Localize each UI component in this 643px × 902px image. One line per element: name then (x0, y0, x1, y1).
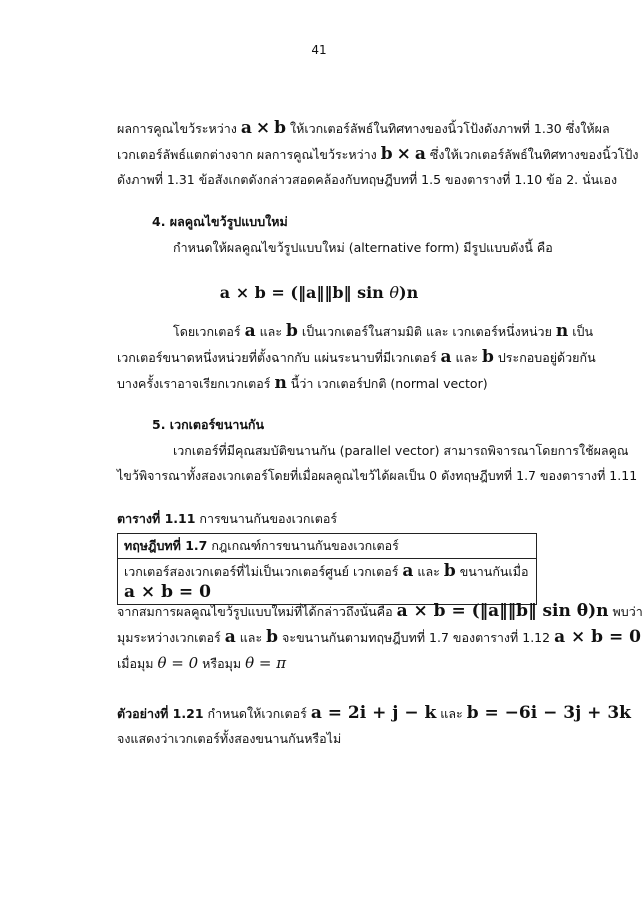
theorem-title: กฎเกณฑ์การขนานกันของเวกเตอร์ (207, 538, 399, 553)
vector-b: b (481, 347, 494, 367)
section5-line2: ไขว้พิจารณาทั้งสองเวกเตอร์โดยที่เมื่อผลคูณไขว้ได้ผลเป็น 0 ดังทฤษฎีบทที่ 1.7 ของตารางที่ 1.11 (117, 468, 638, 483)
text: กำหนดให้เวกเตอร์ (207, 706, 307, 721)
table-caption (117, 509, 337, 529)
vector-a: a (224, 627, 236, 647)
text: เป็น (572, 324, 594, 339)
section4-para-line1 (173, 321, 593, 342)
table-row (118, 534, 537, 559)
text: นี้ว่า เวกเตอร์ปกติ (normal vector) (290, 376, 488, 391)
text: โดยเวกเตอร์ (173, 324, 241, 339)
cross-symbol: × (396, 144, 411, 164)
text: เวกเตอร์ลัพธ์แตกต่างจาก ผลการคูณไขว้ระหว่าง (117, 147, 377, 162)
theta-pi: θ = π (245, 654, 287, 672)
table-header-cell (118, 534, 537, 559)
caption-text: การขนานกันของเวกเตอร์ (195, 511, 338, 526)
vector-b: b (443, 561, 456, 581)
example-line1 (117, 703, 631, 724)
vector-a: a (414, 144, 426, 164)
parallel-condition: a × b = 0 (124, 582, 211, 602)
table-cell (118, 559, 537, 605)
para1-line3: ดังภาพที่ 1.31 ข้อสังเกตดังกล่าวสอดคล้องกับทฤษฎีบทที่ 1.5 ของตารางที่ 1.10 ข้อ 2. นั่นเอง (117, 172, 618, 187)
theorem-label: ทฤษฎีบทที่ 1.7 (124, 538, 208, 553)
vector-b-definition: b = −6i − 3j + 3k (466, 703, 631, 723)
text: ซึ่งให้เวกเตอร์ลัพธ์ในทิศทางของนิ้วโป้ง (429, 147, 639, 162)
theorem-table (117, 533, 537, 605)
text: และ (259, 324, 283, 339)
vector-a-definition: a = 2i + j − k (310, 703, 437, 723)
example-line2: จงแสดงว่าเวกเตอร์ทั้งสองขนานกันหรือไม่ (117, 731, 342, 746)
vector-a: a (402, 561, 414, 581)
alt-formula: a × b = (‖a‖‖b‖ sin θ)n (396, 601, 609, 621)
text: เมื่อมุม (117, 656, 154, 671)
para6-line3 (117, 653, 286, 674)
vector-a: a (240, 118, 252, 138)
formula-theta: θ (389, 283, 400, 302)
vector-a: a (440, 347, 452, 367)
vector-b: b (286, 321, 298, 341)
text: ขนานกันเมื่อ (459, 564, 529, 579)
text: เวกเตอร์ขนาดหนึ่งหน่วยที่ตั้งฉากกับ แผ่นระนาบที่มีเวกเตอร์ (117, 350, 437, 365)
text: เวกเตอร์สองเวกเตอร์ที่ไม่เป็นเวกเตอร์ศูนย์ เวกเตอร์ (124, 564, 399, 579)
cross-product-formula (0, 283, 638, 302)
text: ผลการคูณไขว้ระหว่าง (117, 121, 237, 136)
example-label: ตัวอย่างที่ 1.21 (117, 706, 204, 721)
section4-heading: 4. ผลคูณไขว้รูปแบบใหม่ (152, 214, 288, 229)
table-row (118, 559, 537, 605)
section5-line1: เวกเตอร์ที่มีคุณสมบัติขนานกัน (parallel vector) สามารถพิจารณาโดยการใช้ผลคูณ (173, 443, 629, 458)
section5-heading: 5. เวกเตอร์ขนานกัน (152, 417, 265, 432)
text: และ (239, 630, 263, 645)
page-number: 41 (311, 43, 327, 57)
section4-intro: กำหนดให้ผลคูณไขว้รูปแบบใหม่ (alternative form) มีรูปแบบดังนี้ คือ (173, 240, 553, 255)
text: เป็นเวกเตอร์ในสามมิติ และ เวกเตอร์หนึ่งหน่วย (301, 324, 552, 339)
text: ให้เวกเตอร์ลัพธ์ในทิศทางของนิ้วโป้งดังภาพที่ 1.30 ซึ่งให้ผล (290, 121, 610, 136)
caption-label: ตารางที่ 1.11 (117, 511, 196, 526)
text: บางครั้งเราอาจเรียกเวกเตอร์ (117, 376, 271, 391)
vector-b: b (274, 118, 287, 138)
text: ประกอบอยู่ด้วยกัน (497, 350, 596, 365)
formula-left: a × b = (‖a‖‖b‖ sin (219, 283, 390, 302)
text: มุมระหว่างเวกเตอร์ (117, 630, 221, 645)
cross-symbol: × (255, 118, 271, 138)
cross-zero-equation: a × b = 0 (554, 627, 641, 647)
theta-zero: θ = 0 (157, 654, 199, 672)
para1-line2 (117, 144, 638, 165)
text: พบว่า (612, 604, 643, 619)
formula-right: )n (399, 283, 419, 302)
para1-line1 (117, 118, 610, 139)
text: และ (455, 350, 478, 365)
para6-line1 (117, 601, 643, 622)
section4-para-line2 (117, 347, 596, 368)
text: จากสมการผลคูณไขว้รูปแบบใหม่ที่ได้กล่าวถึงนั่นคือ (117, 604, 393, 619)
vector-a: a (244, 321, 256, 341)
vector-b: b (380, 144, 393, 164)
vector-n: n (274, 373, 287, 393)
section4-para-line3 (117, 373, 488, 394)
para6-line2 (117, 627, 641, 648)
vector-b: b (266, 627, 279, 647)
text: หรือมุม (202, 656, 242, 671)
vector-n: n (555, 321, 569, 341)
text: และ (440, 706, 463, 721)
text: และ (417, 564, 440, 579)
text: จะขนานกันตามทฤษฎีบทที่ 1.7 ของตารางที่ 1.12 (282, 630, 551, 645)
